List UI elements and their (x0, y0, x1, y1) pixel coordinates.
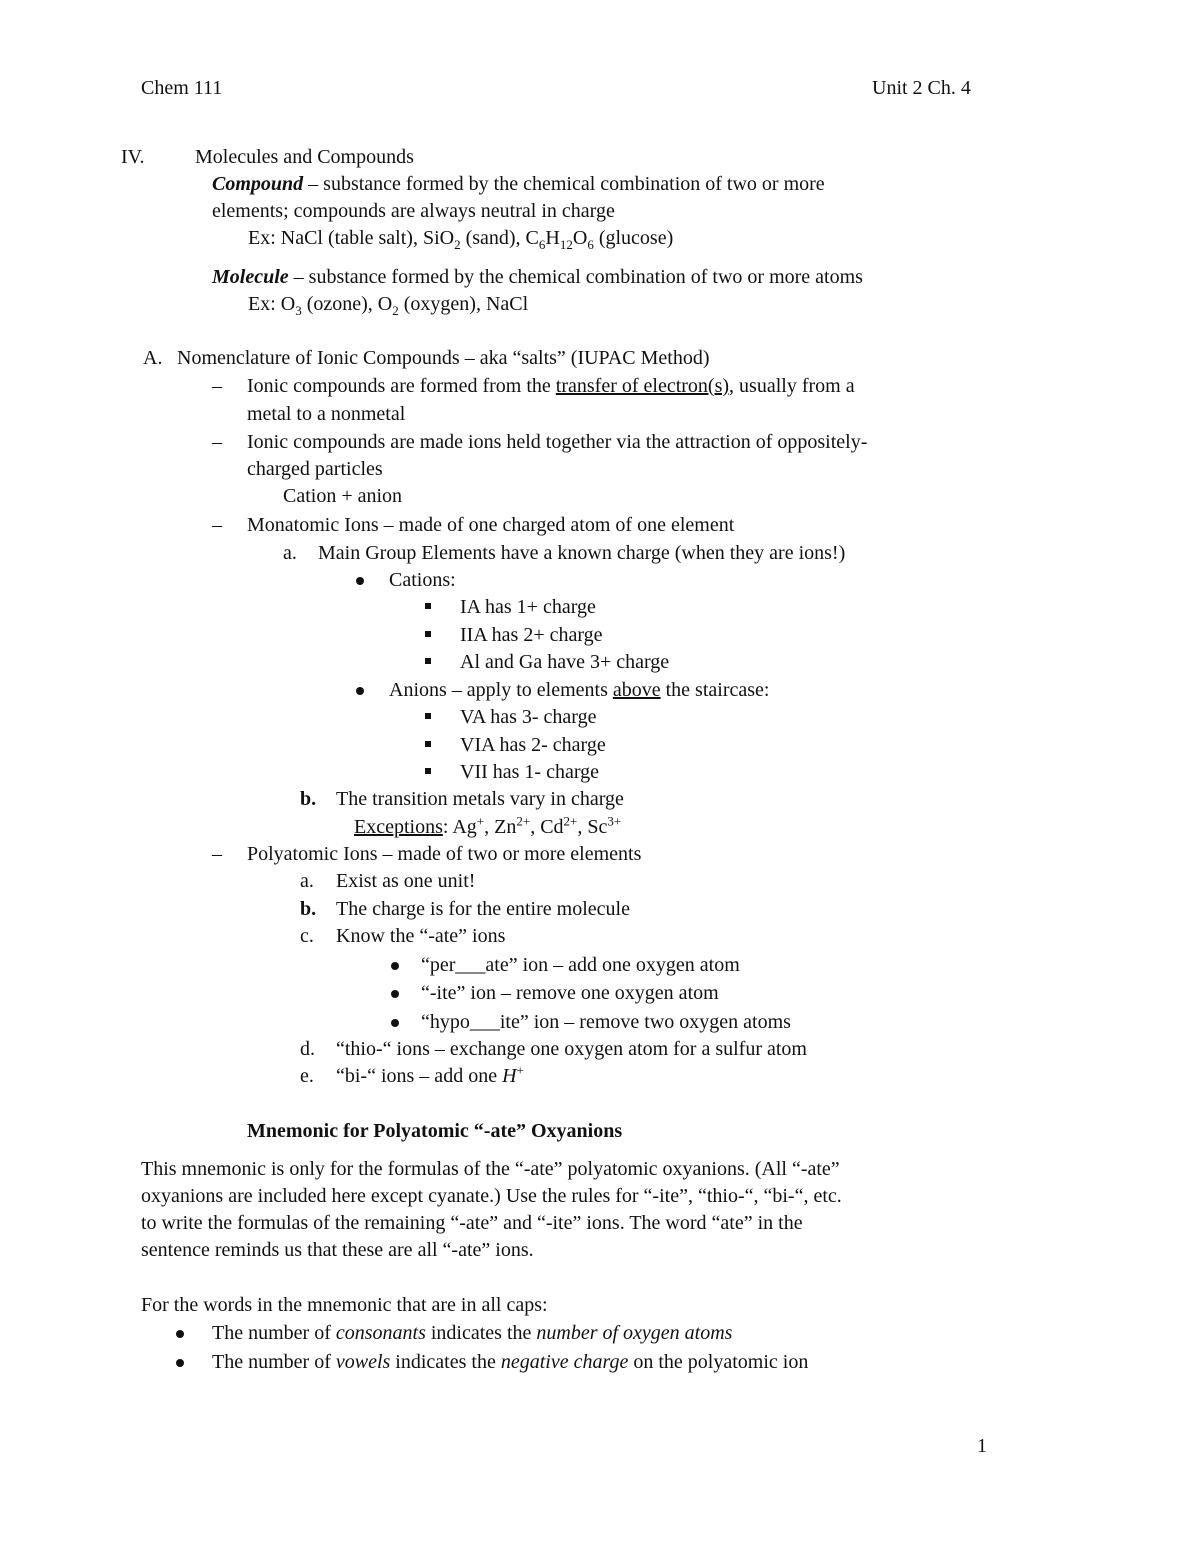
monatomic-ions-title: Monatomic Ions – made of one charged atom of one element (247, 514, 735, 536)
page-number: 1 (977, 1435, 987, 1457)
compound-example: Ex: NaCl (table salt), SiO$_2$ (sand), $C_6H_{12}O_6$ (glucose) (248, 227, 674, 252)
bullet-dot (176, 1330, 184, 1338)
mnemonic-paragraph-line: to write the formulas of the remaining “-ate” and “-ite” ions. The word “ate” in the (141, 1212, 803, 1234)
bullet-dot (356, 687, 364, 695)
cation-item: IIA has 2+ charge (460, 624, 603, 646)
polyatomic-item: Exist as one unit! (336, 870, 476, 892)
header-right: Unit 2 Ch. 4 (872, 77, 971, 99)
section-title: Molecules and Compounds (195, 146, 414, 168)
ionic-ions-text-cont: charged particles (247, 458, 383, 480)
list-label-d: d. (300, 1038, 315, 1060)
mnemonic-heading: Mnemonic for Polyatomic “-ate” Oxyanions (247, 1120, 623, 1142)
section-a-title: Nomenclature of Ionic Compounds – aka “salts” (IUPAC Method) (177, 347, 710, 369)
section-a-label: A. (143, 347, 163, 369)
dash-bullet: – (212, 843, 222, 865)
ate-rule: “per___ate” ion – add one oxygen atom (421, 954, 740, 976)
list-label-a: a. (300, 870, 314, 892)
header-left: Chem 111 (141, 77, 223, 99)
ate-rule: “hypo___ite” ion – remove two oxygen atoms (421, 1011, 791, 1033)
polyatomic-ions-title: Polyatomic Ions – made of two or more elements (247, 843, 642, 865)
ionic-transfer-text-cont: metal to a nonmetal (247, 403, 406, 425)
ate-rule: “-ite” ion – remove one oxygen atom (421, 982, 719, 1004)
ionic-transfer-text: Ionic compounds are formed from the transfer of electron(s), usually from a (247, 375, 855, 397)
molecule-term: Molecule (212, 266, 289, 288)
list-label-e: e. (300, 1065, 314, 1087)
bullet-square (425, 768, 431, 774)
molecule-definition: Molecule – substance formed by the chemical combination of two or more atoms (212, 266, 863, 288)
list-label-b: b. (300, 788, 317, 810)
list-label-b: b. (300, 898, 317, 920)
bullet-square (425, 713, 431, 719)
cations-label: Cations: (389, 569, 456, 591)
anion-item: VII has 1- charge (460, 761, 600, 783)
bullet-dot (391, 990, 399, 998)
bullet-square (425, 631, 431, 637)
list-label-a: a. (283, 542, 297, 564)
thio-text: “thio-“ ions – exchange one oxygen atom for a sulfur atom (336, 1038, 807, 1060)
bullet-square (425, 658, 431, 664)
cation-anion-text: Cation + anion (283, 485, 403, 507)
mnemonic-paragraph-line: oxyanions are included here except cyanate.) Use the rules for “-ite”, “thio-“, “bi-“, etc. (141, 1185, 842, 1207)
dash-bullet: – (212, 514, 222, 536)
bullet-dot (391, 962, 399, 970)
anion-item: VA has 3- charge (460, 706, 597, 728)
bi-text: “bi-“ ions – add one H+ (336, 1062, 524, 1087)
anions-label: Anions – apply to elements above the staircase: (389, 679, 770, 701)
ionic-ions-text: Ionic compounds are made ions held together via the attraction of oppositely- (247, 431, 868, 453)
dash-bullet: – (212, 431, 222, 453)
mnemonic-intro: For the words in the mnemonic that are in all caps: (141, 1294, 548, 1316)
compound-term: Compound (212, 173, 304, 195)
transition-metals-text: The transition metals vary in charge (336, 788, 624, 810)
main-group-text: Main Group Elements have a known charge (when they are ions!) (318, 542, 846, 564)
vowels-rule: The number of vowels indicates the negative charge on the polyatomic ion (212, 1351, 809, 1373)
mnemonic-paragraph-line: sentence reminds us that these are all “-ate” ions. (141, 1239, 534, 1261)
exceptions-line: Exceptions: Ag+, $Zn^{2+}$, $Cd^{2+}$, $Sc^{3+}$ (354, 813, 622, 838)
molecule-example: Ex: $O_3$ (ozone), $O_2$ (oxygen), NaCl (248, 293, 529, 318)
cation-item: Al and Ga have 3+ charge (460, 651, 670, 673)
anion-item: VIA has 2- charge (460, 734, 606, 756)
dash-bullet: – (212, 375, 222, 397)
list-label-c: c. (300, 925, 314, 947)
consonants-rule: The number of consonants indicates the number of oxygen atoms (212, 1322, 733, 1344)
compound-definition: Compound – substance formed by the chemical combination of two or more (212, 173, 825, 195)
bullet-dot (391, 1019, 399, 1027)
polyatomic-item: Know the “-ate” ions (336, 925, 506, 947)
mnemonic-paragraph-line: This mnemonic is only for the formulas of the “-ate” polyatomic oxyanions. (All “-ate” (141, 1158, 840, 1180)
bullet-square (425, 741, 431, 747)
bullet-square (425, 603, 431, 609)
compound-definition-cont: elements; compounds are always neutral in charge (212, 200, 615, 222)
cation-item: IA has 1+ charge (460, 596, 596, 618)
section-numeral: IV. (121, 146, 145, 168)
bullet-dot (356, 577, 364, 585)
polyatomic-item: The charge is for the entire molecule (336, 898, 630, 920)
bullet-dot (176, 1359, 184, 1367)
